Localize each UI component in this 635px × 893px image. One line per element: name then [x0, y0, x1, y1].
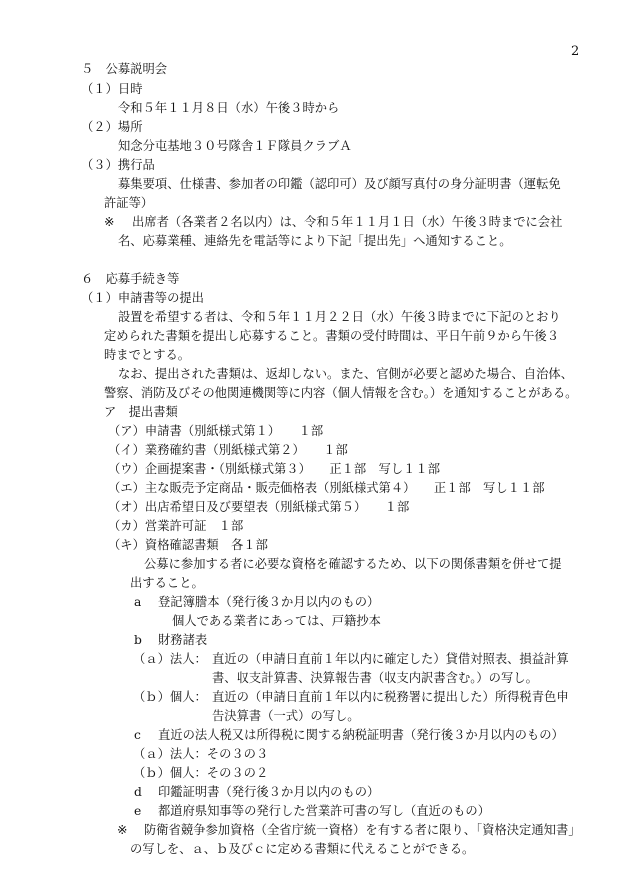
s6-p2-line1: なお、提出された書類は、返却しない。また、官側が必要と認めた場合、自治体、 [118, 367, 573, 381]
doc-item: （オ）出店希望日及び要望表（別紙様式第５） １部 [108, 500, 410, 514]
s5-note-mark: ※ [104, 215, 115, 229]
a-text: 登記簿謄本（発行後３か月以内のもの） [158, 595, 380, 609]
b-text: 財務諸表 [158, 633, 208, 647]
s6-p1-line2: 定められた書類を提出し応募すること。書類の受付時間は、平日午前９から午後３ [104, 329, 559, 343]
s5-note-line1: 出席者（各業者２名以内）は、令和５年１１月１日（水）午後３時までに会社 [132, 215, 563, 229]
c-text: 直近の法人税又は所得税に関する納税証明書（発行後３か月以内のもの） [158, 728, 564, 742]
ba-line2: 書、収支計算書、決算報告書（収支内訳書含む。）の写し。 [212, 671, 538, 685]
qual-line1: 公募に参加する者に必要な資格を確認するため、以下の関係書類を併せて提 [144, 557, 562, 571]
section-6-heading: ６ 応募手続き等 [81, 272, 180, 286]
doc-item: （カ）営業許可証 １部 [108, 519, 244, 533]
bb-line2: 告決算書（一式）の写し。 [212, 709, 360, 723]
doc-item: （エ）主な販売予定商品・販売価格表（別紙様式第４） 正１部 写し１１部 [108, 481, 545, 495]
s6-p2-line2: 警察、消防及びその他関連機関等に内容（個人情報を含む。）を通知することがある。 [104, 386, 578, 400]
s5-item2-value: 知念分屯基地３０号隊舎１Ｆ隊員クラブＡ [118, 139, 352, 153]
cb-text: （ｂ）個人：その３の２ [133, 766, 269, 780]
a-label: a [134, 595, 142, 609]
doc-item: （イ）業務確約書（別紙様式第２） １部 [108, 443, 348, 457]
s6-note-mark: ※ [117, 823, 128, 837]
bb-line1: 直近の（申請日直前１年以内に税務署に提出した）所得税青色申 [212, 690, 569, 704]
s5-note-line2: 名、応募業種、連絡先を電話等により下記「提出先」へ通知すること。 [118, 234, 512, 248]
docs-heading: ア 提出書類 [104, 405, 178, 419]
s5-item3-line2: 許証等） [104, 196, 154, 210]
ba-label: （ａ）法人： [133, 652, 207, 666]
b-label: b [134, 633, 142, 647]
doc-item: （ウ）企画提案書・（別紙様式第３） 正１部 写し１１部 [108, 462, 441, 476]
s5-item2-label: （２）場所 [81, 120, 143, 134]
s6-note-line1: 防衛省競争参加資格（全省庁統一資格）を有する者に限り、「資格決定通知書」 [144, 823, 581, 837]
s5-item1-value: 令和５年１１月８日（水）午後３時から [118, 101, 340, 115]
d-text: 印鑑証明書（発行後３か月以内のもの） [158, 785, 380, 799]
section-5-heading: ５ 公募説明会 [81, 62, 168, 76]
s5-item1-label: （１）日時 [81, 82, 143, 96]
e-text: 都道府県知事等の発行した営業許可書の写し（直近のもの） [158, 804, 491, 818]
ba-line1: 直近の（申請日直前１年以内に確定した）貸借対照表、損益計算 [212, 652, 569, 666]
a-sub: 個人である業者にあっては、戸籍抄本 [172, 614, 381, 628]
s5-item3-line1: 募集要項、仕様書、参加者の印鑑（認印可）及び顔写真付の身分証明書（運転免 [118, 177, 561, 191]
s6-item1-label: （１）申請書等の提出 [81, 291, 204, 305]
doc-item: （キ）資格確認書類 各１部 [108, 538, 268, 552]
s6-p1-line3: 時までとする。 [104, 348, 191, 362]
page-number: 2 [571, 44, 580, 59]
qual-line2: 出すること。 [130, 576, 204, 590]
d-label: d [134, 785, 142, 799]
bb-label: （ｂ）個人： [133, 690, 207, 704]
doc-item: （ア）申請書（別紙様式第１） １部 [108, 424, 324, 438]
s6-p1-line1: 設置を希望する者は、令和５年１１月２２日（水）午後３時までに下記のとおり [118, 310, 561, 324]
e-label: e [134, 804, 142, 818]
ca-text: （ａ）法人：その３の３ [133, 747, 269, 761]
c-label: c [134, 728, 141, 742]
s5-item3-label: （３）携行品 [81, 158, 155, 172]
s6-note-line2: の写しを、ａ、ｂ及びｃに定める書類に代えることができる。 [130, 842, 475, 856]
